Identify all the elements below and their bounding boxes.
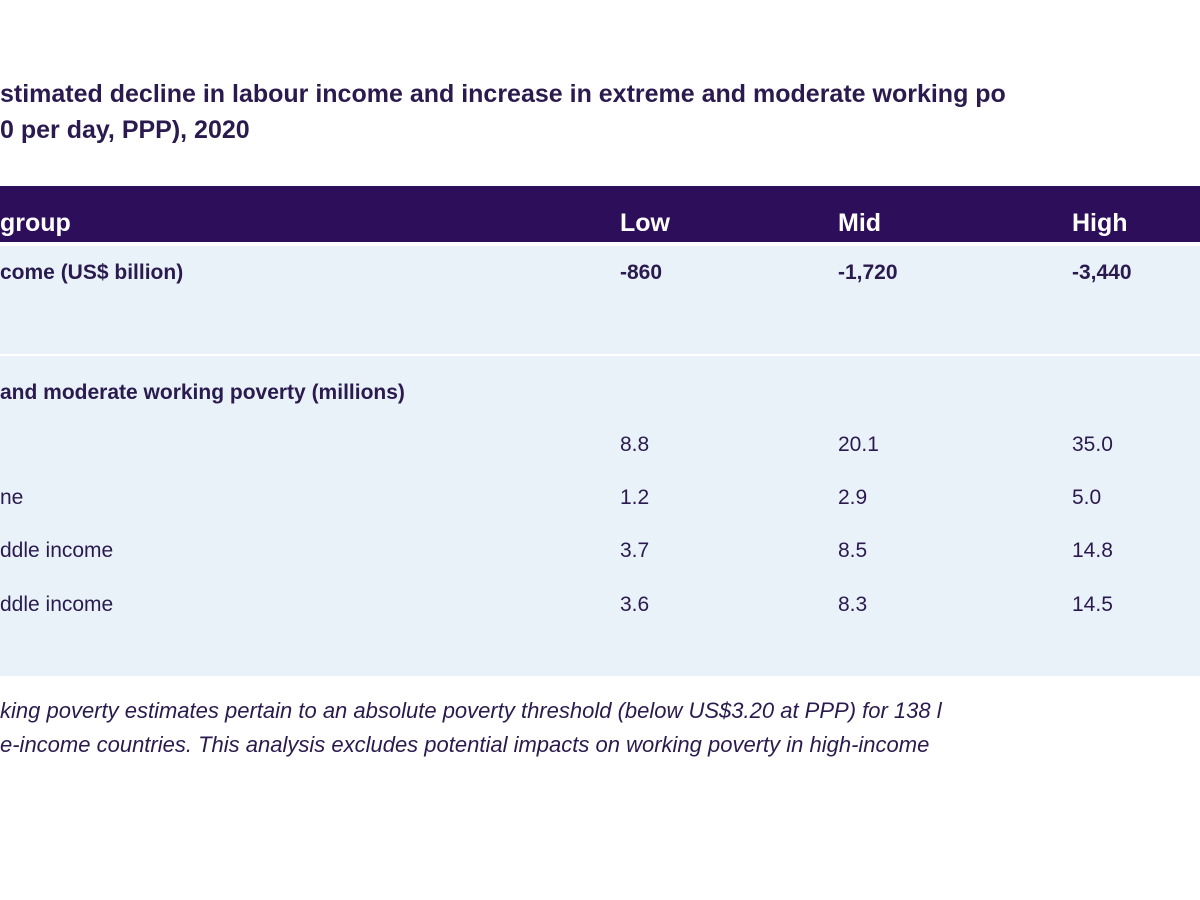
row-low: 3.7 bbox=[620, 539, 650, 562]
income-section bbox=[0, 246, 1200, 354]
income-row-label: come (US$ billion) bbox=[0, 261, 184, 284]
table-row bbox=[0, 430, 1200, 460]
table-row bbox=[0, 590, 1200, 620]
row-label: ddle income bbox=[0, 539, 114, 562]
row-mid: 20.1 bbox=[838, 433, 879, 456]
row-high: 35.0 bbox=[1072, 433, 1113, 456]
table-title-line-1: stimated decline in labour income and increase in extreme and moderate working po bbox=[0, 80, 1006, 108]
row-mid: 2.9 bbox=[838, 486, 868, 509]
poverty-section bbox=[0, 356, 1200, 676]
header-mid: Mid bbox=[838, 209, 882, 237]
table-title-line-2: 0 per day, PPP), 2020 bbox=[0, 116, 250, 144]
income-row-high: -3,440 bbox=[1072, 261, 1132, 284]
row-mid: 8.5 bbox=[838, 539, 868, 562]
data-table bbox=[0, 186, 1200, 676]
row-high: 5.0 bbox=[1072, 486, 1102, 509]
table-note bbox=[0, 694, 1200, 762]
row-low: 3.6 bbox=[620, 593, 650, 616]
row-label: ddle income bbox=[0, 593, 114, 616]
section-heading-row bbox=[0, 378, 1200, 408]
table-header bbox=[0, 186, 1200, 242]
header-high: High bbox=[1072, 209, 1128, 237]
table-note-line-2: e-income countries. This analysis excludes potential impacts on working poverty in high-income bbox=[0, 732, 930, 757]
income-row-low: -860 bbox=[620, 261, 663, 284]
table-title bbox=[0, 76, 1200, 148]
header-low: Low bbox=[620, 209, 670, 237]
table-row bbox=[0, 258, 1200, 288]
row-low: 1.2 bbox=[620, 486, 650, 509]
income-row-mid: -1,720 bbox=[838, 261, 898, 284]
poverty-section-label: and moderate working poverty (millions) bbox=[0, 381, 405, 404]
table-note-line-1: king poverty estimates pertain to an absolute poverty threshold (below US$3.20 at PPP) for 138 l bbox=[0, 698, 942, 723]
row-high: 14.5 bbox=[1072, 593, 1113, 616]
header-group: group bbox=[0, 209, 71, 237]
row-low: 8.8 bbox=[620, 433, 650, 456]
row-mid: 8.3 bbox=[838, 593, 868, 616]
table-row bbox=[0, 483, 1200, 513]
row-label: ne bbox=[0, 486, 24, 509]
table-row bbox=[0, 536, 1200, 566]
row-high: 14.8 bbox=[1072, 539, 1113, 562]
